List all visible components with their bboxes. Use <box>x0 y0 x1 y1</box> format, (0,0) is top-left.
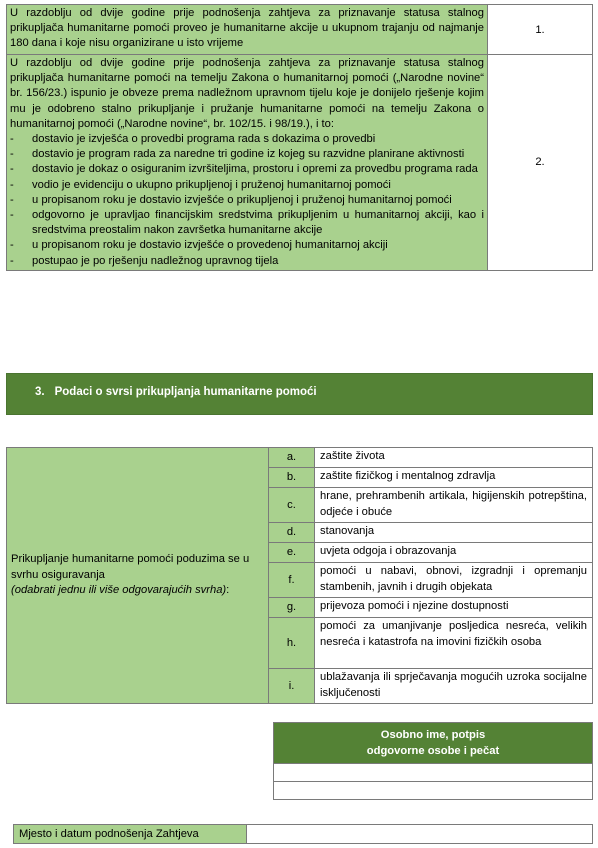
signature-field-1[interactable] <box>274 764 593 782</box>
purpose-option-row <box>7 448 593 468</box>
purpose-option-letter[interactable]: d. <box>269 523 315 543</box>
section-number: 3. <box>35 386 45 398</box>
section-3-heading <box>6 373 593 415</box>
purpose-option-text: hrane, prehrambenih artikala, higijenskih potrepština, odjeće i obuće <box>315 488 593 523</box>
bullet-dash: - <box>10 163 14 176</box>
requirement-list-item <box>10 238 484 253</box>
purpose-label-note: (odabrati jednu ili više odgovarajućih svrha) <box>11 584 227 597</box>
purpose-option-text: pomoći za umanjivanje posljedica nesreća, velikih nesreća i katastrofa na imovini fizičkih osoba <box>315 618 593 669</box>
requirement-list-item-text: dostavio je dokaz o osiguranim izvršiteljima, prostoru i opremi za provedbu programa rada <box>32 163 478 176</box>
section-title: Podaci o svrsi prikupljanja humanitarne pomoći <box>54 386 317 398</box>
purpose-option-letter[interactable]: e. <box>269 543 315 563</box>
purpose-option-text: pomoći u nabavi, obnovi, izgradnji i opremanju stambenih, javnih i drugih objekata <box>315 563 593 598</box>
purpose-option-letter[interactable]: g. <box>269 598 315 618</box>
purpose-option-letter[interactable]: c. <box>269 488 315 523</box>
purpose-option-text: zaštite fizičkog i mentalnog zdravlja <box>315 468 593 488</box>
purpose-option-letter[interactable]: b. <box>269 468 315 488</box>
purpose-table <box>6 447 593 704</box>
bullet-dash: - <box>10 133 14 146</box>
purpose-option-letter[interactable]: i. <box>269 669 315 704</box>
purpose-label-main: Prikupljanje humanitarne pomoći poduzima se u svrhu osiguravanja <box>11 553 250 581</box>
purpose-option-text: stanovanja <box>315 523 593 543</box>
purpose-option-letter[interactable]: f. <box>269 563 315 598</box>
purpose-option-text: uvjeta odgoja i obrazovanja <box>315 543 593 563</box>
requirement-list-item <box>10 193 484 208</box>
requirement-2-list <box>10 132 484 269</box>
requirement-list-item-text: vodio je evidenciju o ukupno prikupljenoj i pruženoj humanitarnoj pomoći <box>32 178 391 191</box>
requirement-row-1 <box>7 5 593 55</box>
purpose-label-suffix: : <box>226 584 230 597</box>
requirement-list-item-text: postupao je po rješenju nadležnog upravnog tijela <box>32 254 279 267</box>
requirement-list-item <box>10 178 484 193</box>
place-date-label: Mjesto i datum podnošenja Zahtjeva <box>14 825 247 844</box>
requirements-table <box>6 4 593 271</box>
requirement-list-item <box>10 162 484 177</box>
place-date-field[interactable] <box>247 825 593 844</box>
signature-table <box>273 722 593 800</box>
place-date-table <box>13 824 593 844</box>
purpose-option-text: prijevoza pomoći i njezine dostupnosti <box>315 598 593 618</box>
requirement-list-item-text: u propisanom roku je dostavio izvješće o provedenoj humanitarnoj akciji <box>32 239 388 252</box>
purpose-option-letter[interactable]: a. <box>269 448 315 468</box>
bullet-dash: - <box>10 193 14 206</box>
requirement-list-item <box>10 208 484 238</box>
signature-field-2[interactable] <box>274 782 593 800</box>
requirement-1-number: 1. <box>488 5 593 55</box>
requirement-1-text: U razdoblju od dvije godine prije podnošenja zahtjeva za priznavanje statusa stalnog prikupljača humanitarne pomoći proveo je humanitarne akcije u ukupnom trajanju od najmanje 180 dana i koje nisu organizirane u isto vrijeme <box>7 5 488 55</box>
signature-header-line-2: odgovorne osobe i pečat <box>366 745 500 757</box>
bullet-dash: - <box>10 148 14 161</box>
requirement-list-item-text: dostavio je program rada za naredne tri godine iz kojeg su razvidne planirane aktivnosti <box>32 148 465 161</box>
signature-header-line-1: Osobno ime, potpis <box>380 729 486 741</box>
requirement-row-2 <box>7 55 593 271</box>
bullet-dash: - <box>10 178 14 191</box>
requirement-list-item-text: dostavio je izvješća o provedbi programa rada s dokazima o provedbi <box>32 133 376 146</box>
requirement-2-cell <box>7 55 488 271</box>
purpose-label <box>7 448 269 704</box>
bullet-dash: - <box>10 209 14 222</box>
purpose-option-text: zaštite života <box>315 448 593 468</box>
bullet-dash: - <box>10 239 14 252</box>
purpose-option-letter[interactable]: h. <box>269 618 315 669</box>
requirement-list-item-text: odgovorno je upravljao financijskim sredstvima prikupljenim u humanitarnoj akciji, kao i sredstvima preostalim nakon završetka humanitarne akcije <box>32 209 484 237</box>
bullet-dash: - <box>10 254 14 267</box>
requirement-list-item <box>10 147 484 162</box>
purpose-option-text: ublažavanja ili sprječavanja mogućih uzroka socijalne isključenosti <box>315 669 593 704</box>
requirement-list-item <box>10 132 484 147</box>
requirement-list-item <box>10 254 484 269</box>
requirement-2-number: 2. <box>488 55 593 271</box>
requirement-list-item-text: u propisanom roku je dostavio izvješće o prikupljenoj i pruženoj humanitarnoj pomoći <box>32 193 452 206</box>
requirement-2-intro: U razdoblju od dvije godine prije podnošenja zahtjeva za priznavanje statusa stalnog prikupljača humanitarne pomoći na temelju Zakona o humanitarnoj pomoći („Narodne novine“ br. 156/23.) ispunio je obveze prema nadležnom upravnom tijelu koje je donijelo rješenje kojim mu je odobreno stalno prikupljanje i pružanje humanitarne pomoći na temelju Zakona o humanitarnoj pomoći („Narodne novine“, br. 102/15. i 98/19.), i to: <box>10 57 484 130</box>
signature-header <box>274 723 593 764</box>
